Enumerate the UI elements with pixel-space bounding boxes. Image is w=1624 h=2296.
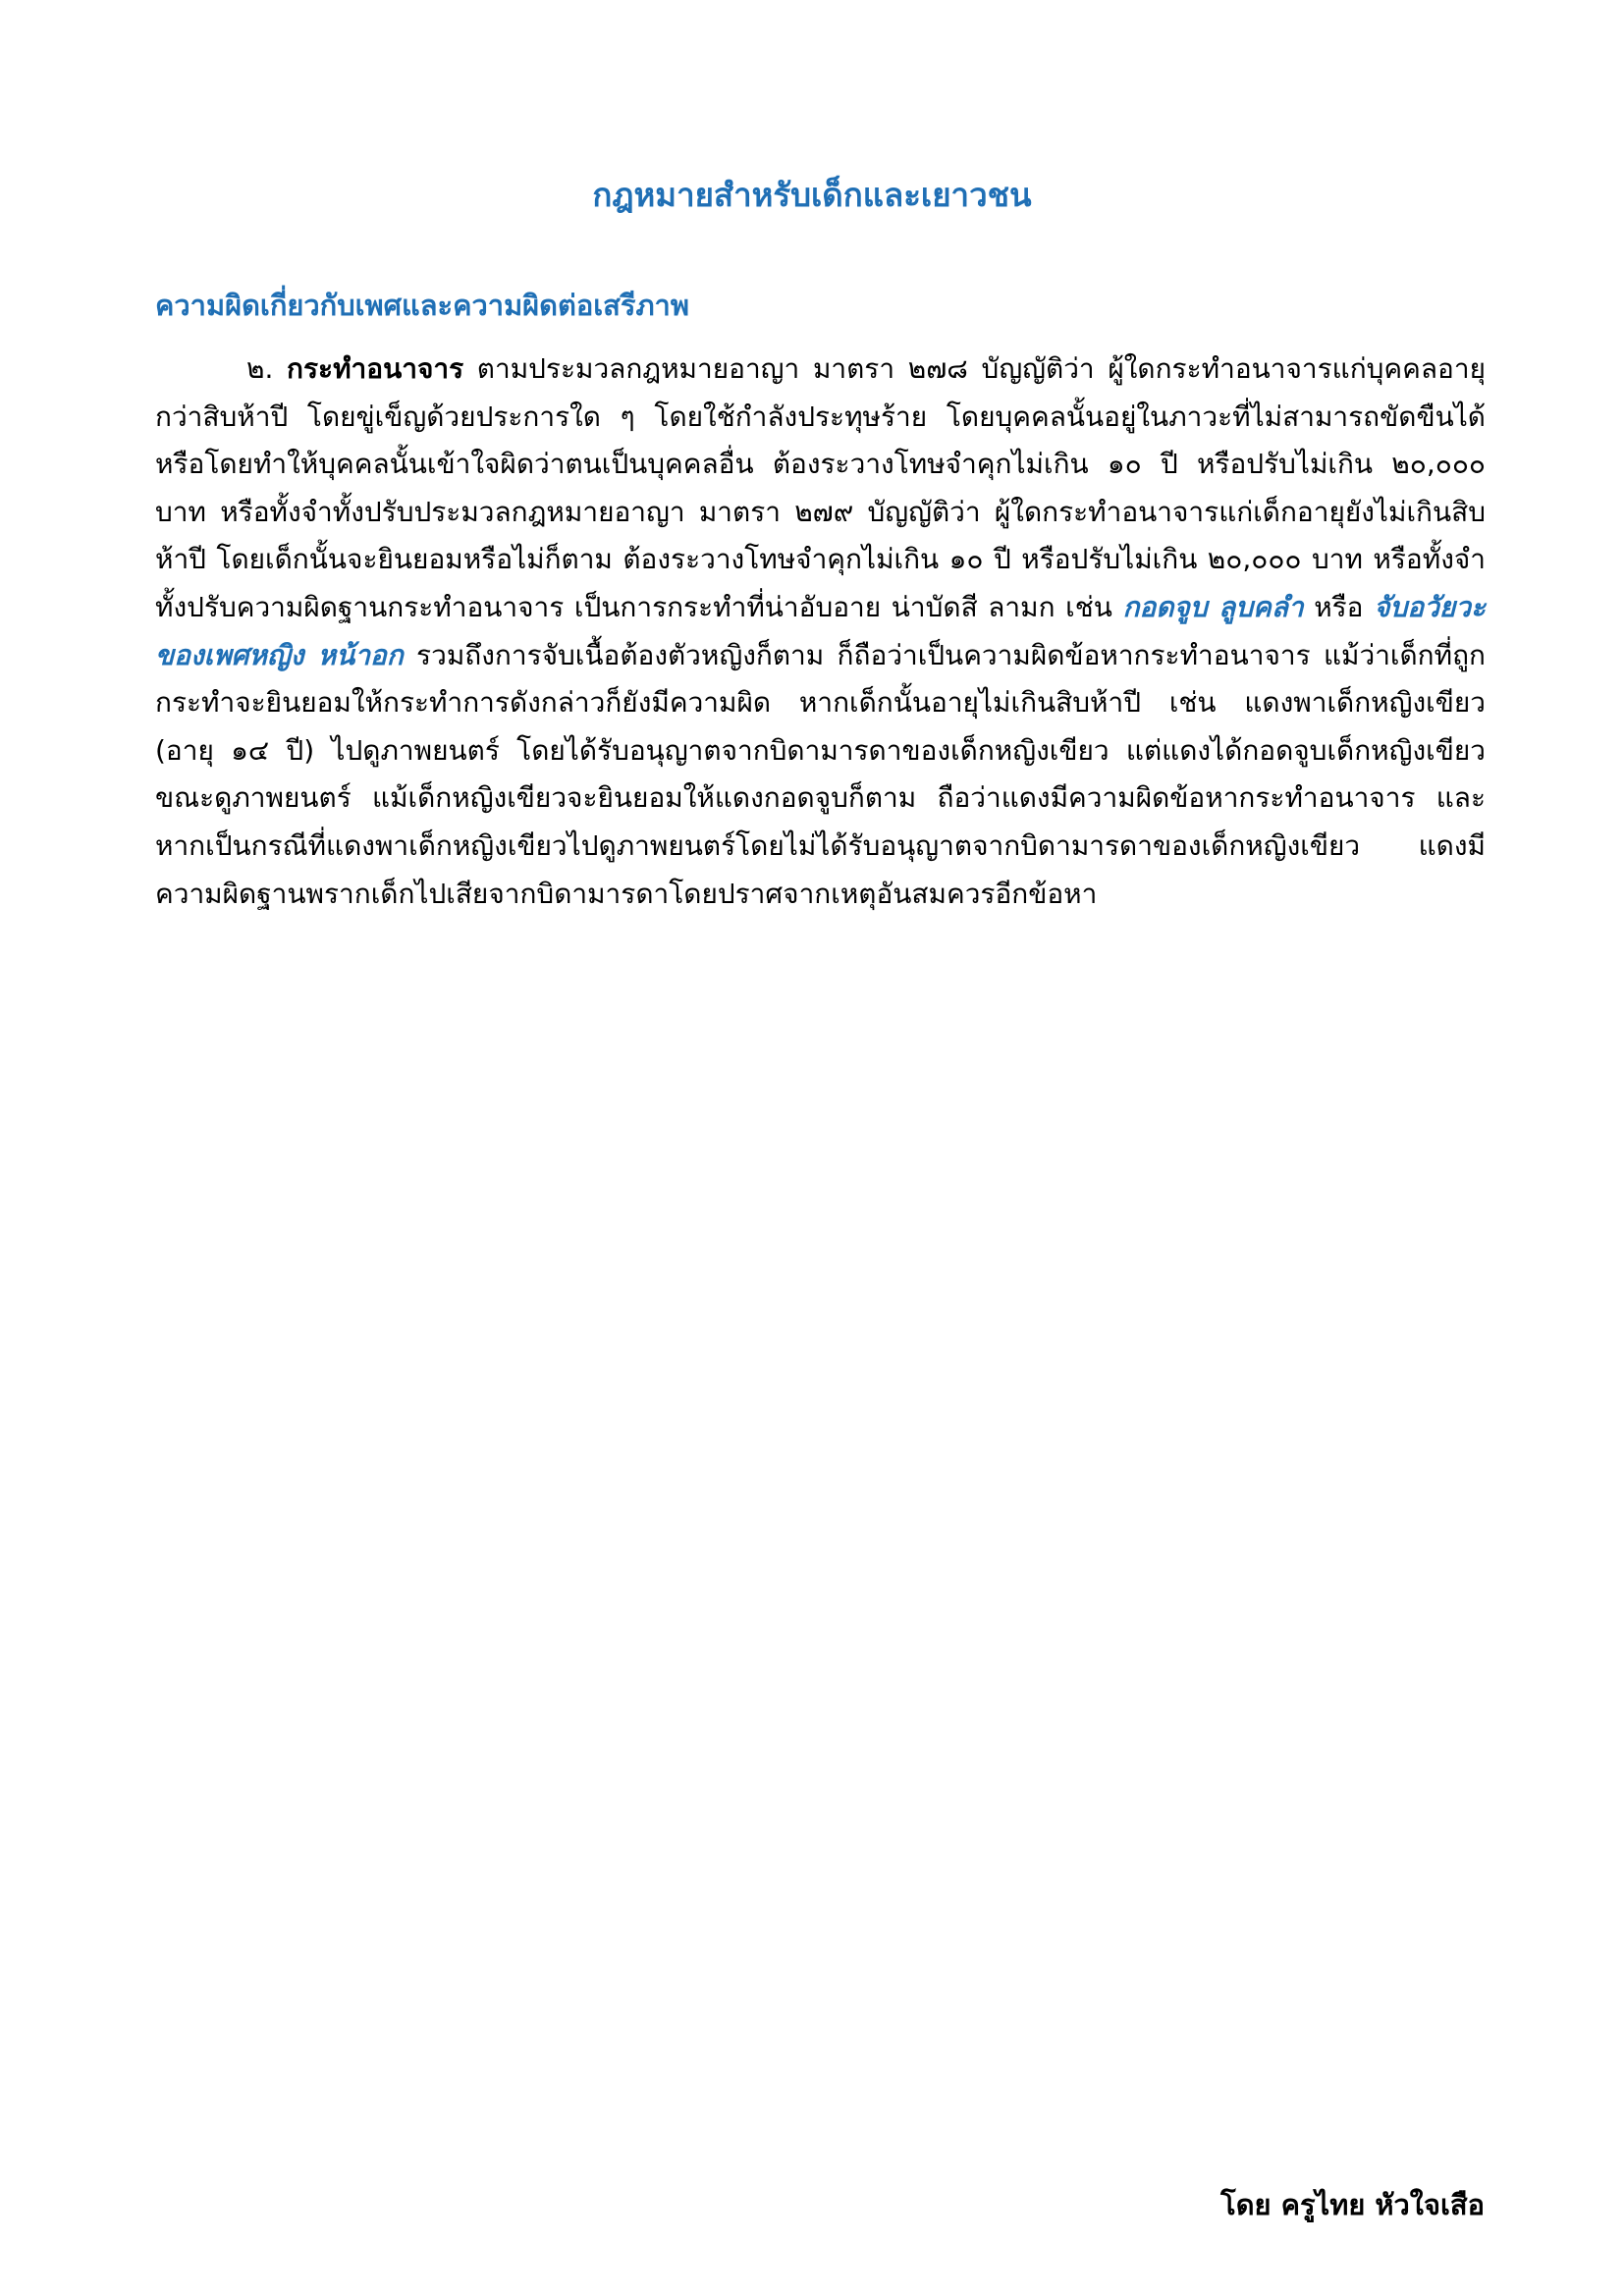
body-paragraph <box>155 346 1486 918</box>
paragraph-text-part-1: ตามประมวลกฎหมายอาญา มาตรา ๒๗๘ บัญญัติว่า ผู้ใดกระทำอนาจารแก่บุคคลอายุกว่าสิบห้าปี โดยขู่เข็ญด้วยประการใด ๆ โดยใช้กำลังประทุษร้าย โดยบุคคลนั้นอยู่ในภาวะที่ไม่สามารถขัดขืนได้ หรือโดยทำให้บุคคลนั้นเข้าใจผิดว่าตนเป็นบุคคลอื่น ต้องระวางโทษจำคุกไม่เกิน ๑๐ ปี หรือปรับไม่เกิน ๒๐,๐๐๐ บาท หรือทั้งจำทั้งปรับประมวลกฎหมายอาญา มาตรา ๒๗๙ บัญญัติว่า ผู้ใดกระทำอนาจารแก่เด็กอายุยังไม่เกินสิบห้าปี โดยเด็กนั้นจะยินยอมหรือไม่ก็ตาม ต้องระวางโทษจำคุกไม่เกิน ๑๐ ปี หรือปรับไม่เกิน ๒๐,๐๐๐ บาท หรือทั้งจำทั้งปรับความผิดฐานกระทำอนาจาร เป็นการกระทำที่น่าอับอาย น่าบัดสี ลามก เช่น <box>155 352 1486 623</box>
author-signature: โดย ครูไทย หัวใจเสือ <box>1220 2188 1485 2221</box>
highlighted-example-2: จับอวัยวะของเพศหญิง หน้าอก <box>155 590 1486 671</box>
paragraph-text-part-2: หรือ <box>1303 590 1375 623</box>
paragraph-heading: กระทำอนาจาร <box>287 352 464 385</box>
highlighted-example-1: กอดจูบ ลูบคลำ <box>1122 590 1304 623</box>
section-heading: ความผิดเกี่ยวกับเพศและความผิดต่อเสรีภาพ <box>155 289 689 322</box>
paragraph-number: ๒. <box>246 352 274 385</box>
document-title: กฎหมายสำหรับเด็กและเยาวชน <box>592 176 1032 214</box>
paragraph-text-part-3: รวมถึงการจับเนื้อต้องตัวหญิงก็ตาม ก็ถือว่าเป็นความผิดข้อหากระทำอนาจาร แม้ว่าเด็กที่ถูกกระทำจะยินยอมให้กระทำการดังกล่าวก็ยังมีความผิด หากเด็กนั้นอายุไม่เกินสิบห้าปี เช่น แดงพาเด็กหญิงเขียว (อายุ ๑๔ ปี) ไปดูภาพยนตร์ โดยได้รับอนุญาตจากบิดามารดาของเด็กหญิงเขียว แต่แดงได้กอดจูบเด็กหญิงเขียวขณะดูภาพยนตร์ แม้เด็กหญิงเขียวจะยินยอมให้แดงกอดจูบก็ตาม ถือว่าแดงมีความผิดข้อหากระทำอนาจาร และหากเป็นกรณีที่แดงพาเด็กหญิงเขียวไปดูภาพยนตร์โดยไม่ได้รับอนุญาตจากบิดามารดาของเด็กหญิงเขียว แดงมีความผิดฐานพรากเด็กไปเสียจากบิดามารดาโดยปราศจากเหตุอันสมควรอีกข้อหา <box>155 638 1486 910</box>
